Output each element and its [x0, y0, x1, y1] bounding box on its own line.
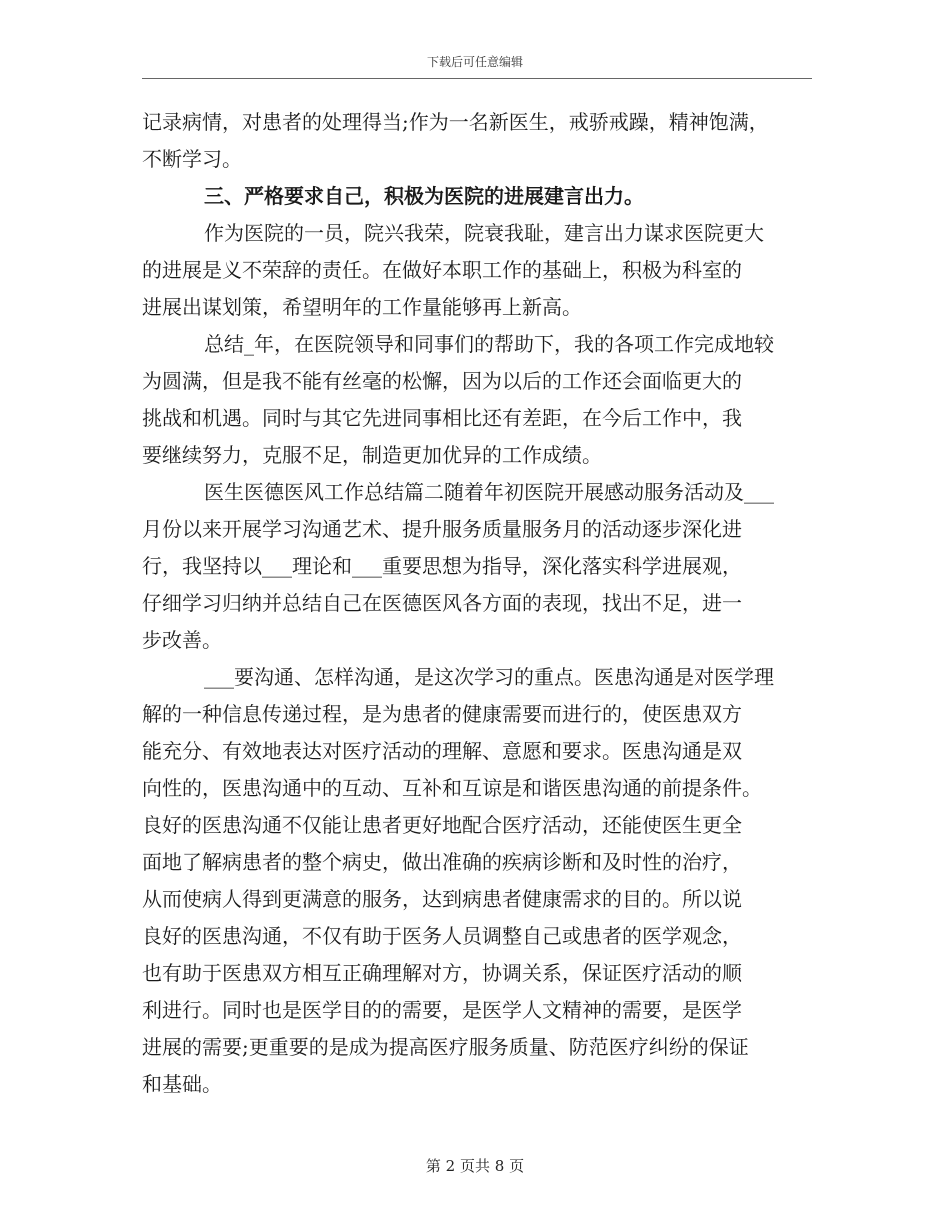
page-header: 下载后可任意编辑 [426, 55, 523, 69]
text-line: 不断学习。 [142, 147, 242, 171]
document-body [142, 104, 812, 1103]
text-line: 的进展是义不荣辞的责任。在做好本职工作的基础上，积极为科室的 [142, 258, 742, 282]
text-line: ___要沟通、怎样沟通，是这次学习的重点。医患沟通是对医学理 [204, 665, 774, 689]
text-line: 作为医院的一员，院兴我荣，院衰我耻，建言出力谋求医院更大 [204, 221, 764, 245]
page-footer: 第 2 页共 8 页 [425, 1157, 525, 1175]
header-divider [142, 78, 812, 79]
text-line: 良好的医患沟通不仅能让患者更好地配合医疗活动，还能使医生更全 [142, 813, 742, 837]
section-heading-line: 三、严格要求自己，积极为医院的进展建言出力。 [204, 184, 644, 208]
text-line: 步改善。 [142, 628, 222, 652]
text-line: 医生医德医风工作总结篇二随着年初医院开展感动服务活动及___ [204, 480, 774, 504]
text-line: 挑战和机遇。同时与其它先进同事相比还有差距，在今后工作中，我 [142, 406, 742, 430]
text-line: 记录病情，对患者的处理得当;作为一名新医生，戒骄戒躁，精神饱满， [142, 110, 769, 134]
text-line: 和基础。 [142, 1072, 222, 1096]
text-line: 良好的医患沟通，不仅有助于医务人员调整自己或患者的医学观念， [142, 924, 742, 948]
text-line: 面地了解病患者的整个病史，做出准确的疾病诊断和及时性的治疗， [142, 850, 742, 874]
text-line: 要继续努力，克服不足，制造更加优异的工作成绩。 [142, 443, 602, 467]
text-line: 为圆满，但是我不能有丝毫的松懈，因为以后的工作还会面临更大的 [142, 369, 742, 393]
text-line: 利进行。同时也是医学目的的需要，是医学人文精神的需要，是医学 [142, 998, 742, 1022]
text-line: 向性的，医患沟通中的互动、互补和互谅是和谐医患沟通的前提条件。 [142, 776, 762, 800]
text-line: 总结_年，在医院领导和同事们的帮助下，我的各项工作完成地较 [204, 332, 774, 356]
text-line: 行，我坚持以___理论和___重要思想为指导，深化落实科学进展观， [142, 554, 742, 578]
text-line: 能充分、有效地表达对医疗活动的理解、意愿和要求。医患沟通是双 [142, 739, 742, 763]
text-line: 进展出谋划策，希望明年的工作量能够再上新高。 [142, 295, 582, 319]
text-line: 进展的需要;更重要的是成为提高医疗服务质量、防范医疗纠纷的保证 [142, 1035, 749, 1059]
text-line: 也有助于医患双方相互正确理解对方，协调关系，保证医疗活动的顺 [142, 961, 742, 985]
text-line: 从而使病人得到更满意的服务，达到病患者健康需求的目的。所以说 [142, 887, 742, 911]
text-line: 解的一种信息传递过程，是为患者的健康需要而进行的，使医患双方 [142, 702, 742, 726]
text-line: 仔细学习归纳并总结自己在医德医风各方面的表现，找出不足，进一 [142, 591, 742, 615]
text-line: 月份以来开展学习沟通艺术、提升服务质量服务月的活动逐步深化进 [142, 517, 742, 541]
